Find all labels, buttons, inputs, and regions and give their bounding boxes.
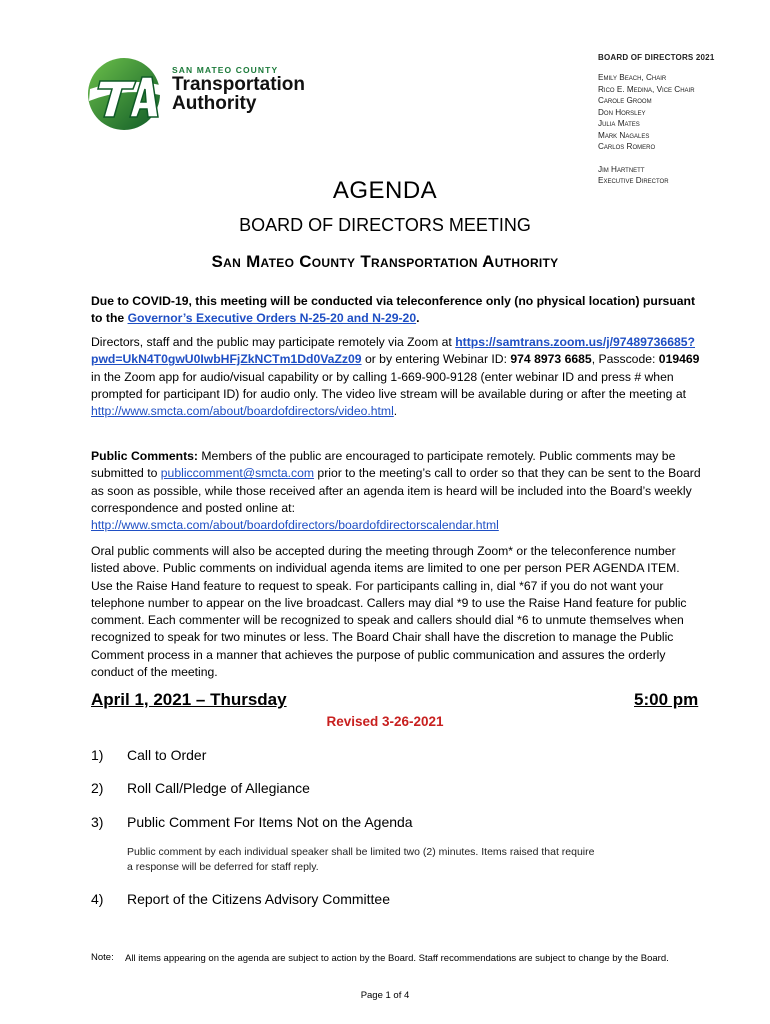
- public-comments-text: Members of the public are encouraged to participate remotely. Public comments may be submitted to: [91, 449, 676, 481]
- meeting-date: April 1, 2021 – Thursday: [91, 690, 287, 709]
- zoom-text: Directors, staff and the public may participate remotely via Zoom at: [91, 335, 456, 349]
- video-stream-link[interactable]: http://www.smcta.com/about/boardofdirectors/video.html: [91, 404, 394, 419]
- zoom-text-end: .: [393, 404, 398, 419]
- agenda-heading: AGENDA: [332, 177, 438, 204]
- logo-county-text: SAN MATEO COUNTY: [172, 65, 279, 75]
- zoom-text: in the Zoom app for audio/visual capability or by calling 1-669-900-9128 (enter webinar ID and press # when prompted for participant ID) for audio only. The video live stream will be available during or after the meeting at: [91, 369, 687, 401]
- agenda-item-title: Roll Call/Pledge of Allegiance: [127, 780, 310, 796]
- zoom-text: , Passcode:: [591, 352, 659, 367]
- agenda-item-title: Public Comment For Items Not on the Agenda: [127, 814, 413, 830]
- public-comment-email-link[interactable]: publiccomment@smcta.com: [160, 466, 315, 481]
- zoom-link[interactable]: https://samtrans.zoom.us/j/97489736685?pwd=UkN4T0gwU0IwbHFjZkNCTm1Dd0VaZz09: [91, 335, 695, 367]
- public-comments-paragraph: [91, 448, 701, 534]
- passcode: 019469: [658, 352, 700, 367]
- executive-director-name: Jim Hartnett: [598, 164, 645, 174]
- agenda-item-number: 3): [91, 814, 104, 830]
- board-member: Julia Mates: [598, 119, 640, 128]
- covid-notice-end: .: [416, 311, 420, 326]
- meeting-heading: BOARD OF DIRECTORS MEETING: [239, 215, 531, 235]
- footer-note: All items appearing on the agenda are subject to action by the Board. Staff recommendations are subject to change by the Board.: [125, 953, 669, 964]
- board-member: Emily Beach, Chair: [598, 73, 667, 82]
- webinar-id: 974 8973 6685: [510, 352, 592, 367]
- board-member: Rico E. Medina, Vice Chair: [598, 84, 695, 94]
- oral-comments-paragraph: Oral public comments will also be accepted during the meeting through Zoom* or the teleconference number listed above. Public comments on individual agenda items are limited to one per person PER AGENDA ITEM. Use the Raise Hand feature to request to speak. For participants calling in, dial *67 if you do not want your telephone number to appear on the live broadcast. Callers may dial *9 to use the Raise Hand feature for public comment. Each commenter will be recognized to speak and callers should dial *6 to unmute themselves when recognized to speak for two minutes or less. The Board Chair shall have the discretion to manage the Public Comment process in a manner that achieves the purpose of public communication and assures the orderly conduct of the meeting.: [91, 544, 687, 680]
- agenda-item-title: Call to Order: [127, 747, 207, 763]
- board-member: Don Horsley: [598, 107, 646, 117]
- governor-orders-link[interactable]: Governor’s Executive Orders N-25-20 and N-29-20: [127, 311, 417, 326]
- meeting-time: 5:00 pm: [634, 690, 699, 709]
- logo-name-line2: Authority: [172, 93, 257, 114]
- agenda-item-number: 4): [91, 891, 104, 907]
- covid-notice-text: Due to COVID-19, this meeting will be conducted via teleconference only (no physical location) pursuant to the: [91, 294, 696, 326]
- sm-cta-logo: [84, 55, 324, 133]
- agenda-item-number: 1): [91, 747, 104, 763]
- board-roster: [598, 53, 758, 187]
- zoom-instructions: [91, 334, 701, 420]
- board-member: Carole Groom: [598, 96, 652, 105]
- public-comments-label: Public Comments:: [91, 449, 198, 463]
- agenda-item-title: Report of the Citizens Advisory Committee: [127, 891, 390, 907]
- board-calendar-link[interactable]: http://www.smcta.com/about/boardofdirectors/boardofdirectorscalendar.html: [91, 518, 499, 533]
- board-member: Carlos Romero: [598, 142, 656, 151]
- board-member: Mark Nagales: [598, 130, 650, 140]
- agenda-item-number: 2): [91, 780, 104, 796]
- executive-director-title: Executive Director: [598, 176, 669, 185]
- agenda-item-note: Public comment by each individual speaker shall be limited two (2) minutes. Items raised that require a response will be deferred for staff reply.: [127, 846, 595, 873]
- public-comments-text: prior to the meeting’s call to order so that they can be sent to the Board as soon as possible, while those received after an agenda item is heard will be included into the Board’s weekly correspondence and posted online at:: [91, 466, 701, 515]
- logo-name-line1: Transportation: [172, 74, 306, 95]
- organization-heading: San Mateo County Transportation Authority: [211, 252, 559, 271]
- footer-note-label: Note:: [91, 952, 114, 963]
- covid-notice: [91, 293, 701, 328]
- ta-logo-mark-icon: [84, 55, 164, 133]
- board-title: BOARD OF DIRECTORS 2021: [598, 53, 715, 62]
- page-number: Page 1 of 4: [360, 990, 410, 1001]
- revised-date: Revised 3-26-2021: [326, 714, 444, 729]
- zoom-text: or by entering Webinar ID:: [361, 352, 511, 367]
